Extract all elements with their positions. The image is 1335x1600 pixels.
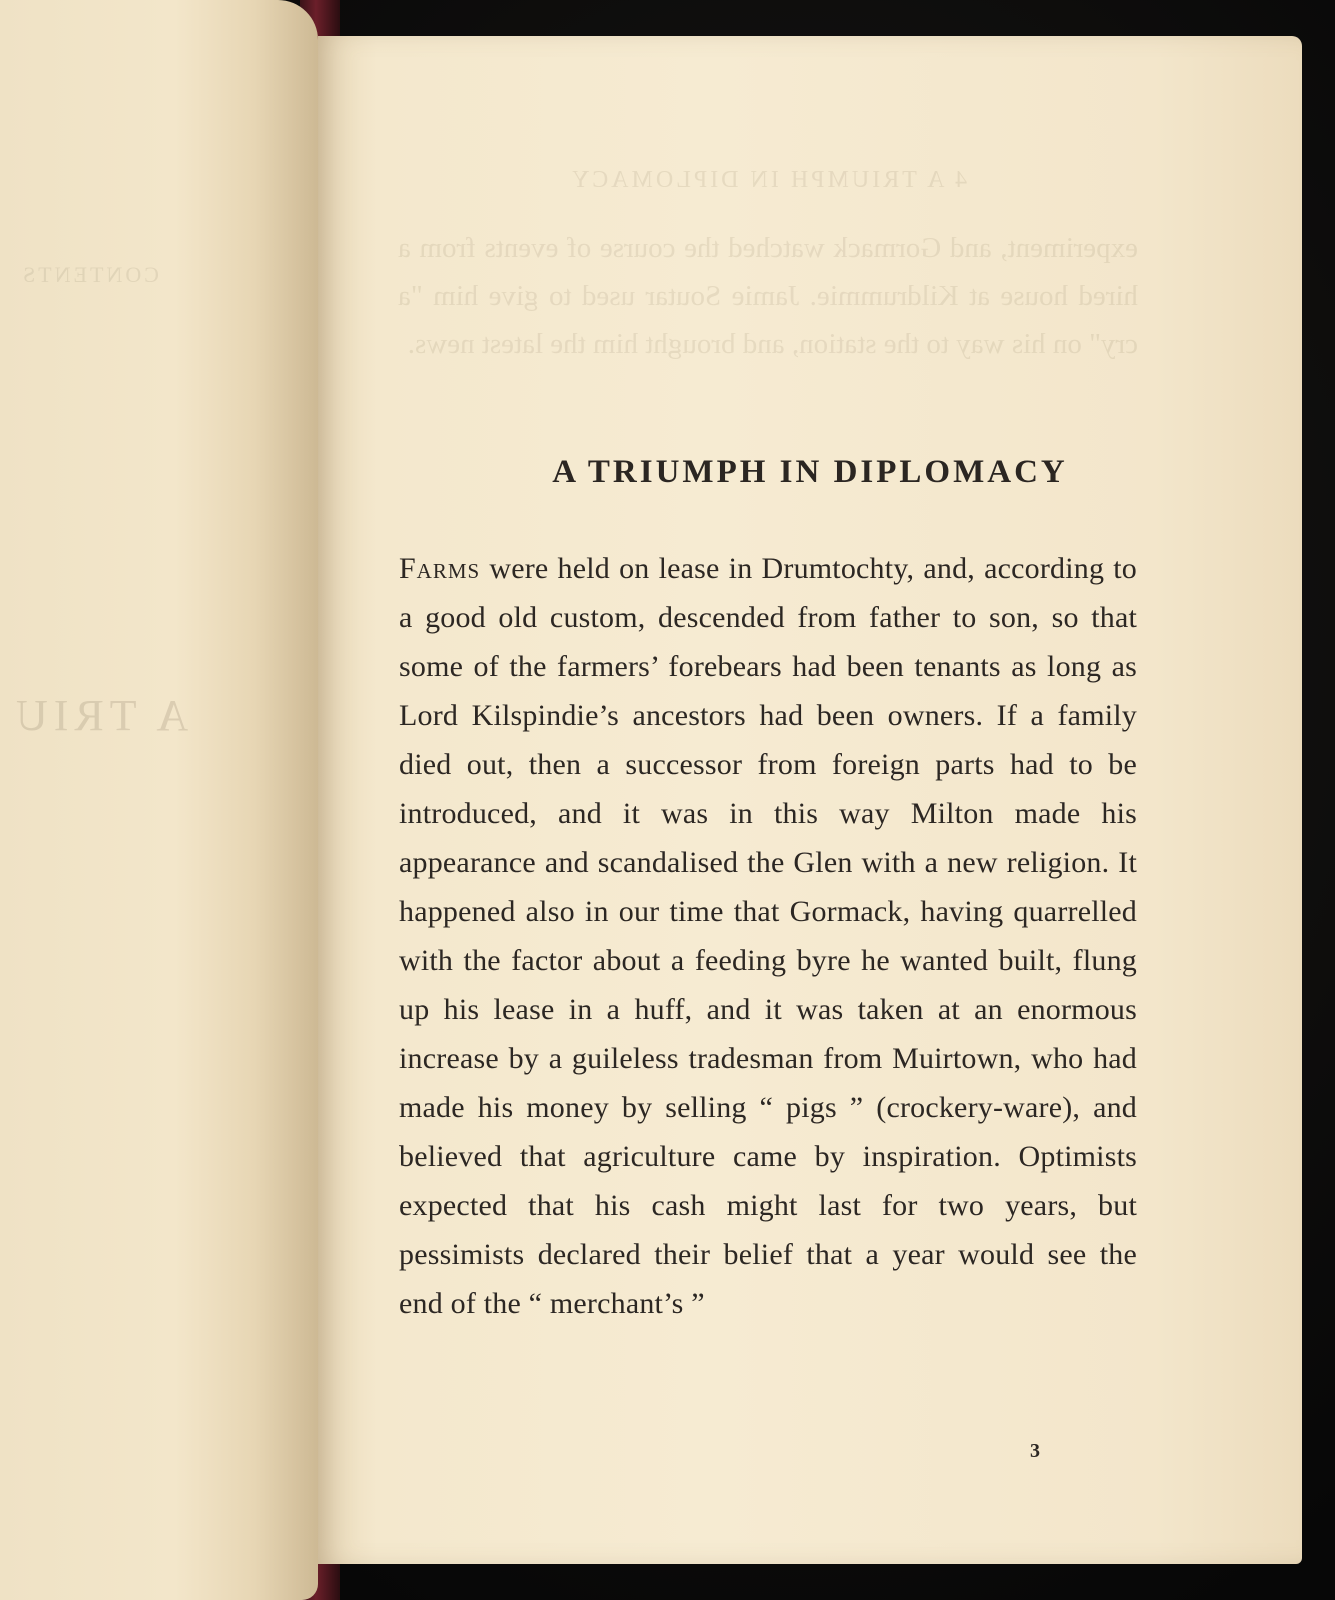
- left-page-show-through: A TRIU: [10, 691, 189, 740]
- body-paragraph: [399, 544, 1137, 1328]
- left-page-show-through-small: CONTENTS: [20, 262, 159, 287]
- chapter-title: A TRIUMPH IN DIPLOMACY: [552, 454, 1068, 490]
- body-text: were held on lease in Drumtochty, and, according to a good old custom, descended from father to son, so that some of the farmers’ forebears had been tenants as long as Lord Kilspindie’s ancestors had been owners. If a family died out, then a successor from foreign parts had to be introduced, and it was in this way Milton made his appearance and scandalised the Glen with a new religion. It happened also in our time that Gormack, having quarrelled with the factor about a feeding byre he wanted built, flung up his lease in a huff, and it was taken at an enormous increase by a guileless tradesman from Muirtown, who had made his money by selling “ pigs ” (crockery-ware), and believed that agriculture came by inspiration. Optimists expected that his cash might last for two years, but pessimists declared their belief that a year would see the end of the “ merchant’s ”: [399, 552, 1137, 1320]
- page-number: 3: [1030, 1440, 1040, 1462]
- first-word: Farms: [399, 552, 481, 585]
- left-page: [0, 0, 318, 1600]
- reverse-side-show-through: 4 A TRIUMPH IN DIPLOMACY experiment, and Gormack watched the course of events from a hired house at Kildrummie. Jamie Soutar used to give him "a cry" on his way to the station, and brought him the latest news.: [398, 167, 1138, 360]
- right-page: [318, 36, 1302, 1564]
